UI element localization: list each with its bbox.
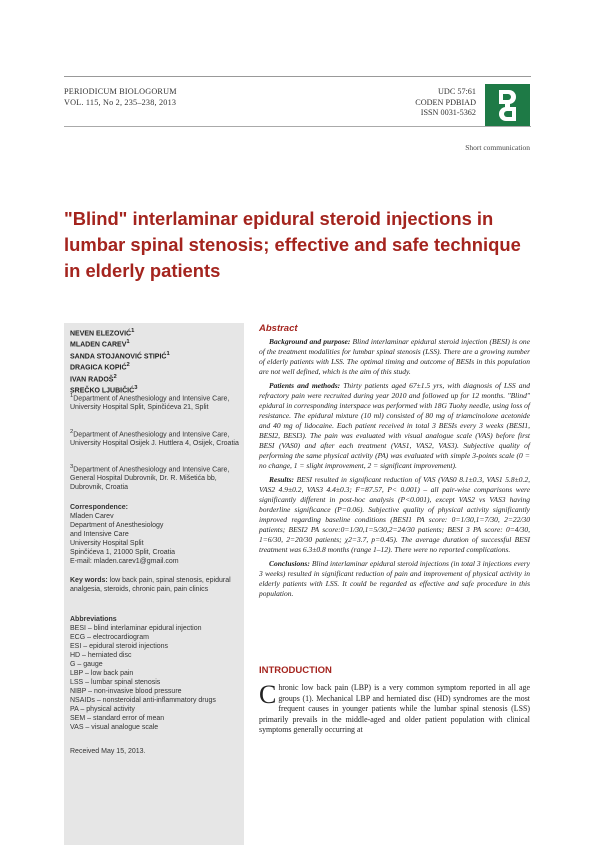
abstract-heading: Abstract — [259, 323, 298, 334]
section-heading-introduction: INTRODUCTION — [259, 665, 332, 676]
article-title: "Blind" interlaminar epidural steroid injections in lumbar spinal stenosis; effective and safe technique in elderly patients — [64, 208, 521, 281]
abbreviation-item: NIBP – non-invasive blood pressure — [70, 688, 182, 695]
abbreviation-item: ESI – epidural steroid injections — [70, 643, 169, 650]
author-list — [70, 327, 242, 396]
correspondence-line: Spinčićeva 1, 21000 Split, Croatia — [70, 549, 176, 556]
abbreviation-item: PA – physical activity — [70, 706, 135, 713]
abstract-paragraph: Background and purpose: Blind interlaminar epidural steroid injection (BESI) is one of the treatment modalities for lumbar spinal stenosis (LSS). There are a growing number of elderly patients with LSS. The optimal timing and outcome of BESIs in this population are not well defined, which is the aim of this study. — [259, 337, 530, 376]
abstract-body — [259, 337, 530, 599]
affiliation: $^2$Department of Anesthesiology and Intensive Care, University Hospital Osijek J. Huttlera 4, Osijek, Croatia — [70, 429, 239, 448]
correspondence-line: and Intensive Care — [70, 531, 129, 538]
issn-code: ISSN 0031-5362 — [420, 108, 476, 117]
abbreviation-item: ECG – electrocardiogram — [70, 634, 149, 641]
introduction-text: Chronic low back pain (LBP) is a very common symptom reported in all age groups (1). Mechanical LBP and herniated disc (HD) syndromes are the most frequent causes in younger patients while the lumbar spinal stenosis (LSS) primarily prevails in the middle-aged and older patient population with clinical symptoms generally occurring at — [259, 680, 530, 734]
header-top-rule — [64, 76, 531, 77]
journal-codes — [380, 87, 476, 119]
author: SREČKO LJUBIČIĆ$^3$ — [70, 385, 138, 395]
abbreviation-item: HD – herniated disc — [70, 652, 132, 659]
article-type: Short communication — [465, 143, 530, 152]
abstract-paragraph: Results: BESI resulted in significant reduction of VAS (VAS0 8.1±0.3, VAS1 5.8±0.2, VAS2 4.9±0.2, VAS3 4.4±0.3; F=87.57, P< 0.001) – all pair-wise comparisons were significantly different in post-hoc analysis (P<0.001), except VAS2 vs VAS3 having borderline significance (P=0.06). Subjective quality of physical activity significantly improved regarding baseline conditions (BESI1 PA score: 0=1/30,1=7/30, 2=22/30 patients; BESI2 PA score:0=1/30,1=5/30,2=24/30 patients; BESI 3 PA score: 0=4/30, 1=6/30, 2=20/30 patients; χ2=3.7, p=0.45). The average duration of successful BESI treatment was 6.3±0.8 months (range 1–12). There were no reported complications. — [259, 475, 530, 554]
correspondence-line: Department of Anesthesiology — [70, 522, 164, 529]
correspondence-line: University Hospital Split — [70, 540, 144, 547]
author: SANDA STOJANOVIĆ STIPIĆ$^1$ — [70, 350, 170, 361]
author: MLADEN CAREV$^1$ — [70, 339, 130, 349]
journal-logo-icon — [485, 84, 530, 127]
abbreviation-item: SEM – standard error of mean — [70, 715, 165, 722]
abbreviation-item: BESI – blind interlaminar epidural injection — [70, 625, 202, 632]
correspondence-line: Mladen Carev — [70, 513, 114, 520]
author: DRAGICA KOPIĆ$^2$ — [70, 362, 130, 372]
coden-code: CODEN PDBIAD — [415, 97, 476, 107]
abbreviation-item: LBP – low back pain — [70, 670, 134, 677]
abbreviation-item: NSAIDs – nonsteroidal anti-inflammatory drugs — [70, 697, 216, 704]
abbreviation-item: LSS – lumbar spinal stenosis — [70, 679, 161, 686]
keywords: Key words: low back pain, spinal stenosis, epidural analgesia, steroids, chronic pain, pain clinics — [70, 577, 231, 593]
journal-name: PERIODICUM BIOLOGORUM — [64, 87, 177, 96]
udc-code: UDC 57:61 — [438, 87, 476, 96]
affiliation: $^3$Department of Anesthesiology and Intensive Care, General Hospital Dubrovnik, Dr. R. Mišetića bb, Dubrovnik, Croatia — [70, 464, 230, 492]
received-date: Received May 15, 2013. — [70, 748, 146, 755]
abstract-paragraph: Patients and methods: Thirty patients aged 67±1.5 yrs, with diagnosis of LSS and refractory pain were recruited during year 2010 and followed up for 12 months. "Blind" epidural in corresponding interspace was performed with 18G Tuohy needle, using loss of resistance. The epidural mixture (10 ml) consisted of 80 mg of triamcinolone acetonide and 40 mg of lidocaine. Each patient received in total 3 BESIs every 3 weeks (BESI1, BESI2, BESI3). The pain was evaluated with visual analogue scale (VAS) before first BESI (VAS0) and after each treatment (VAS1, VAS2, VAS3). Subjective quality of performing the same physical activity (PA) was evaluated with simple 3-points scale (0 = no change, 1 = slight improvement, 2 = significant improvement). — [259, 381, 530, 470]
abbreviation-item: G – gauge — [70, 661, 103, 668]
correspondence-email: E-mail: mladen.carev1@gmail.com — [70, 558, 179, 565]
correspondence-heading: Correspondence: — [70, 504, 128, 511]
abstract-paragraph: Conclusions: Blind interlaminar epidural steroid injections (in total 3 injections every 3 weeks) resulted in significant reduction of pain and improvement of physical activity in elderly patients with LSS. It could be regarded as effective and safe procedure in this population. — [259, 559, 530, 598]
abbreviations — [70, 615, 242, 732]
header-bottom-rule — [64, 126, 531, 127]
abbreviations-heading: Abbreviations — [70, 616, 117, 623]
author: NEVEN ELEZOVIĆ$^1$ — [70, 328, 135, 338]
abbreviation-item: VAS – visual analogue scale — [70, 724, 159, 731]
journal-volume: VOL. 115, No 2, 235–238, 2013 — [64, 97, 177, 107]
drop-cap: C — [259, 680, 277, 709]
journal-info — [64, 87, 177, 108]
correspondence — [70, 503, 242, 566]
affiliation: $^1$Department of Anesthesiology and Intensive Care, University Hospital Split, Spinčićeva 21, Split — [70, 393, 230, 412]
author: IVAN RADOŠ$^2$ — [70, 373, 117, 384]
